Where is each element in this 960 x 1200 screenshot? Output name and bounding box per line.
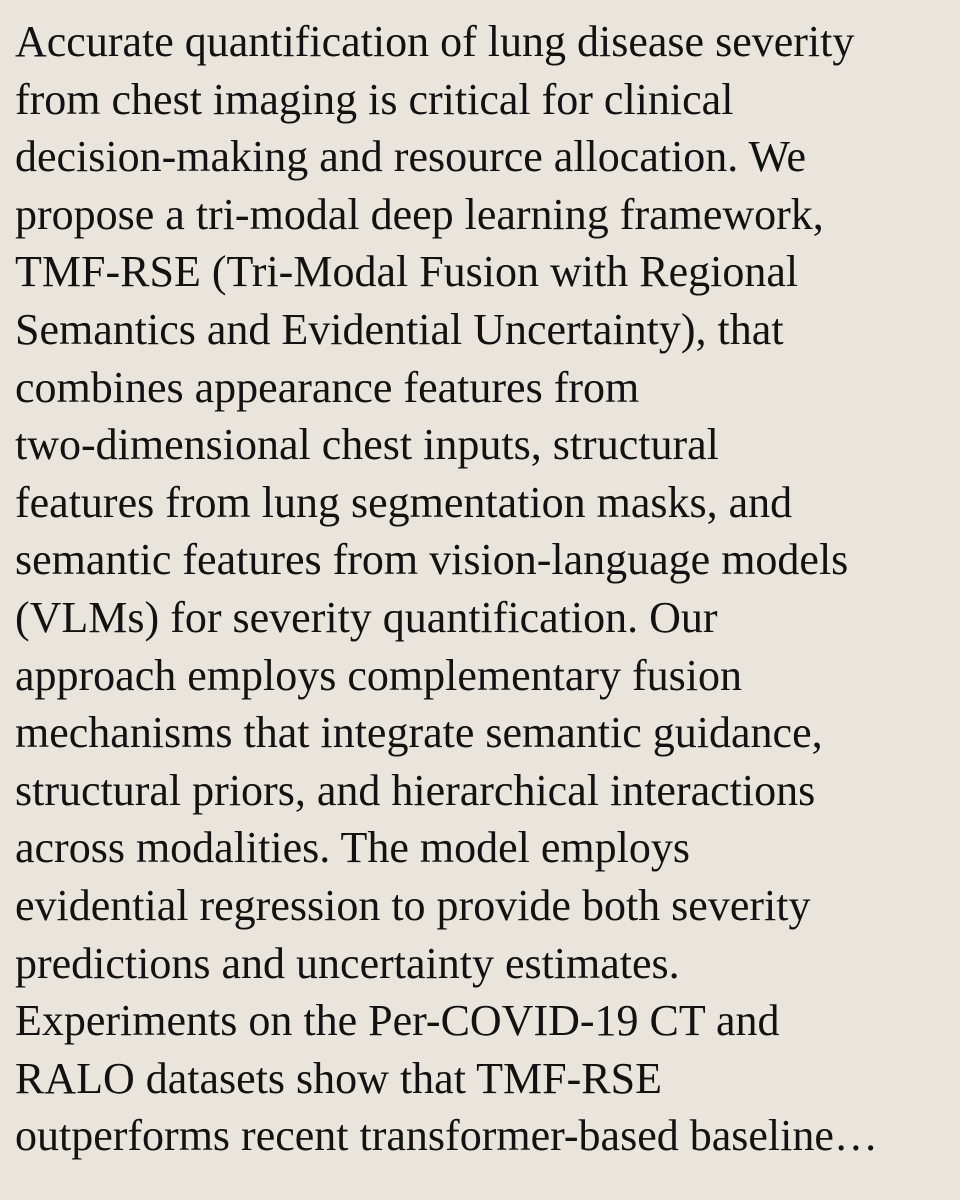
abstract-line: outperforms recent transformer-based baseline… — [15, 1111, 878, 1161]
abstract-line: TMF-RSE (Tri-Modal Fusion with Regional — [15, 247, 799, 297]
abstract-line: across modalities. The model employs — [15, 823, 690, 873]
abstract-line: semantic features from vision-language models — [15, 535, 849, 585]
abstract-line: Accurate quantification of lung disease severity — [15, 17, 855, 66]
abstract-line: RALO datasets show that TMF-RSE — [15, 1053, 662, 1103]
abstract-line: (VLMs) for severity quantification. Our — [15, 592, 718, 642]
abstract-line: mechanisms that integrate semantic guidance, — [15, 708, 823, 758]
abstract-line: Experiments on the Per-COVID-19 CT and — [15, 996, 780, 1046]
abstract-line: Semantics and Evidential Uncertainty), that — [15, 304, 784, 354]
abstract-line: from chest imaging is critical for clinical — [15, 74, 734, 124]
abstract-line: approach employs complementary fusion — [15, 650, 743, 700]
abstract-line: combines appearance features from — [15, 362, 640, 412]
abstract-line: two-dimensional chest inputs, structural — [15, 420, 719, 470]
abstract-line: propose a tri-modal deep learning framework, — [15, 189, 824, 239]
abstract-line: structural priors, and hierarchical interactions — [15, 765, 816, 815]
abstract-line: evidential regression to provide both severity — [15, 880, 811, 930]
abstract-text — [15, 13, 955, 1165]
abstract-line: features from lung segmentation masks, and — [15, 477, 793, 527]
abstract-line: decision-making and resource allocation. We — [15, 132, 807, 182]
abstract-line: predictions and uncertainty estimates. — [15, 938, 680, 988]
